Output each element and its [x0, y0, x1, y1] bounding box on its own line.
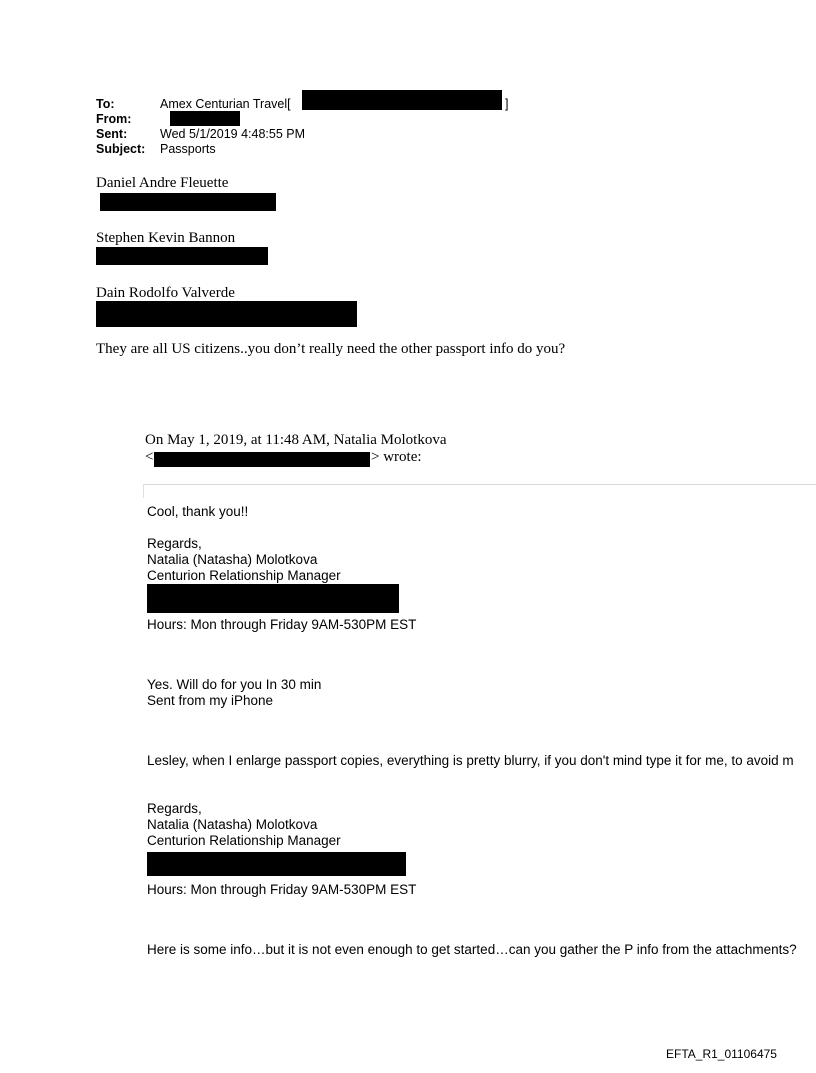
passenger-name-2: Stephen Kevin Bannon	[96, 230, 236, 246]
redaction-passport-3	[96, 301, 357, 327]
redaction-from	[170, 111, 240, 126]
sent-label: Sent:	[96, 127, 128, 141]
message-text: They are all US citizens..you don’t really need the other passport info do you?	[96, 341, 566, 357]
to-close-bracket: ]	[505, 97, 509, 111]
quote-intro-open: <	[145, 449, 154, 465]
quote-intro-wrote: > wrote:	[371, 449, 422, 465]
redaction-passport-1	[100, 193, 276, 211]
sent-value: Wed 5/1/2019 4:48:55 PM	[160, 127, 306, 141]
quote-intro-line-1: On May 1, 2019, at 11:48 AM, Natalia Molotkova	[145, 432, 447, 448]
reply-4-text: Here is some info…but it is not even enough to get started…can you gather the P info from the attachments?	[147, 942, 797, 957]
quote-divider	[143, 484, 816, 485]
reply-3-text: Lesley, when I enlarge passport copies, everything is pretty blurry, if you don't mind type it for me, to avoid m	[147, 753, 794, 768]
quote-divider-edge	[143, 484, 144, 498]
redaction-to-email	[302, 90, 502, 110]
sig-2-name: Natalia (Natasha) Molotkova	[147, 817, 318, 832]
redaction-sig-2-contact	[147, 852, 406, 876]
passenger-name-1: Daniel Andre Fleuette	[96, 175, 229, 191]
redaction-passport-2	[96, 247, 268, 265]
passenger-name-3: Dain Rodolfo Valverde	[96, 285, 235, 301]
from-label: From:	[96, 112, 132, 126]
sig-1-regards: Regards,	[147, 536, 202, 551]
reply-2-line-2: Sent from my iPhone	[147, 693, 274, 708]
document-id: EFTA_R1_01106475	[666, 1047, 777, 1061]
sig-1-hours: Hours: Mon through Friday 9AM-530PM EST	[147, 617, 417, 632]
to-value: Amex Centurian Travel[	[160, 97, 291, 111]
subject-value: Passports	[160, 142, 216, 156]
sig-2-regards: Regards,	[147, 801, 202, 816]
sig-1-title: Centurion Relationship Manager	[147, 568, 341, 583]
to-label: To:	[96, 97, 115, 111]
subject-label: Subject:	[96, 142, 146, 156]
sig-2-hours: Hours: Mon through Friday 9AM-530PM EST	[147, 882, 417, 897]
sig-2-title: Centurion Relationship Manager	[147, 833, 341, 848]
reply-1-text: Cool, thank you!!	[147, 504, 249, 519]
sig-1-name: Natalia (Natasha) Molotkova	[147, 552, 318, 567]
reply-2-line-1: Yes. Will do for you In 30 min	[147, 677, 322, 692]
redaction-sender-email	[154, 452, 370, 467]
redaction-sig-1-contact	[147, 584, 399, 613]
